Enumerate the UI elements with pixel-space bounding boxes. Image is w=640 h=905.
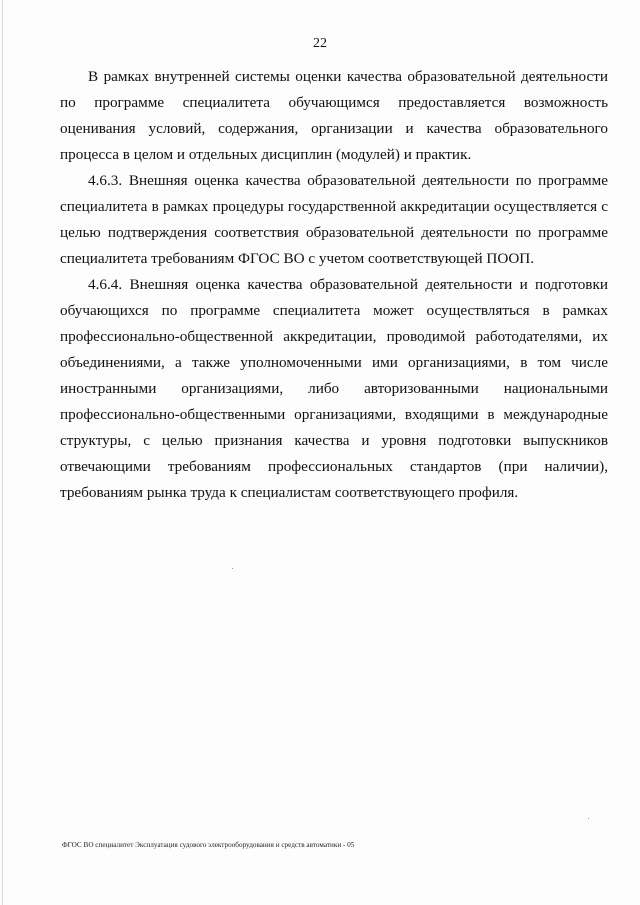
footer-note: ФГОС ВО специалитет Эксплуатация судового электрооборудования и средств автоматики - 05 — [62, 841, 355, 849]
paragraph-internal-assessment: В рамках внутренней системы оценки качества образовательной деятельности по программе специалитета обучающимся предоставляется возможность оценивания условий, содержания, организации и качества образовательного процесса в целом и отдельных дисциплин (модулей) и практик. — [60, 68, 608, 163]
page-number: 22 — [313, 36, 327, 51]
paragraph-4-6-3: 4.6.3. Внешняя оценка качества образовательной деятельности по программе специалитета в рамках процедуры государственной аккредитации осуществляется с целью подтверждения соответствия образовательной деятельности по программе специалитета требованиям ФГОС ВО с учетом соответствующей ПООП. — [60, 172, 608, 267]
scan-speck — [232, 568, 233, 569]
scan-speck — [588, 818, 589, 819]
scan-edge-line — [2, 0, 3, 905]
body-text — [60, 64, 608, 506]
paragraph-4-6-4: 4.6.4. Внешняя оценка качества образовательной деятельности и подготовки обучающихся по программе специалитета может осуществляться в рамках профессионально-общественной аккредитации, проводимой работодателями, их объединениями, а также уполномоченными ими организациями, в том числе иностранными организациями, либо авторизованными национальными профессионально-общественными организациями, входящими в международные структуры, с целью признания качества и уровня подготовки выпускников отвечающими требованиям профессиональных стандартов (при наличии), требованиям рынка труда к специалистам соответствующего профиля. — [60, 276, 608, 501]
